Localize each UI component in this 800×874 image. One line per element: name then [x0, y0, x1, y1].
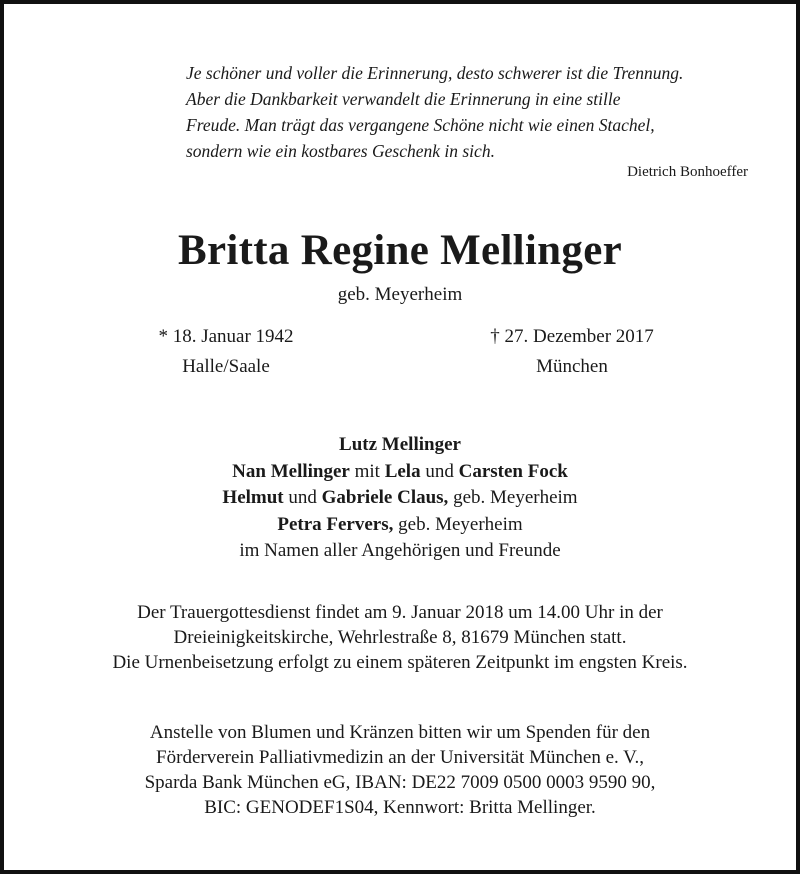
mourner-name: Nan Mellinger — [232, 460, 350, 482]
death-info — [442, 322, 702, 382]
death-date: † 27. Dezember 2017 — [490, 326, 654, 347]
mourners-list — [0, 432, 800, 565]
mourner-name: Gabriele Claus, — [321, 487, 449, 508]
quote-line: Je schöner und voller die Erinnerung, desto schwerer ist die Trennung. — [186, 63, 684, 83]
service-line: Der Trauergottesdienst findet am 9. Januar 2018 um 14.00 Uhr in der — [137, 602, 663, 623]
donation-line: Anstelle von Blumen und Kränzen bitten wir um Spenden für den — [149, 722, 651, 743]
quote-author: Dietrich Bonhoeffer — [627, 164, 748, 180]
mourner-name: Petra Fervers, — [277, 513, 394, 535]
death-place: München — [536, 356, 608, 377]
mourner-name: Carsten Fock — [458, 460, 568, 482]
quote-line: sondern wie ein kostbares Geschenk in sich. — [186, 141, 495, 161]
service-line: Dreieinigkeitskirche, Wehrlestraße 8, 81679 München statt. — [173, 627, 627, 648]
donation-line: Sparda Bank München eG, IBAN: DE22 7009 0500 0003 9590 90, — [144, 772, 656, 793]
funeral-service-info — [0, 600, 800, 675]
mourner-name: Helmut — [222, 487, 284, 508]
mourner-name: Lutz Mellinger — [339, 434, 461, 455]
birth-place: Halle/Saale — [182, 356, 270, 377]
mourner-name: Lela — [384, 460, 421, 482]
mourner-line — [0, 432, 800, 459]
donation-line: BIC: GENODEF1S04, Kennwort: Britta Mellinger. — [204, 797, 596, 818]
mourner-line — [0, 512, 800, 539]
birth-name: geb. Meyerheim — [337, 284, 463, 305]
mourner-line — [0, 485, 800, 512]
connector-text: und — [283, 487, 322, 508]
birth-date: * 18. Januar 1942 — [158, 326, 294, 347]
birth-name-suffix: geb. Meyerheim — [393, 513, 523, 535]
service-line: Die Urnenbeisetzung erfolgt zu einem späteren Zeitpunkt im engsten Kreis. — [112, 652, 688, 673]
mourner-line — [0, 459, 800, 486]
deceased-name: Britta Regine Mellinger — [178, 227, 622, 274]
donation-line: Förderverein Palliativmedizin an der Universität München e. V., — [156, 747, 644, 768]
mourner-line: im Namen aller Angehörigen und Freunde — [239, 540, 561, 561]
connector-text: mit — [349, 460, 385, 482]
quote-line: Freude. Man trägt das vergangene Schöne nicht wie einen Stachel, — [186, 115, 655, 135]
donation-info — [0, 720, 800, 820]
epigraph-quote — [186, 60, 751, 164]
quote-line: Aber die Dankbarkeit verwandelt die Erinnerung in eine stille — [186, 89, 621, 109]
connector-text: und — [420, 460, 459, 482]
birth-info — [96, 322, 356, 382]
birth-name-suffix: geb. Meyerheim — [448, 487, 578, 508]
